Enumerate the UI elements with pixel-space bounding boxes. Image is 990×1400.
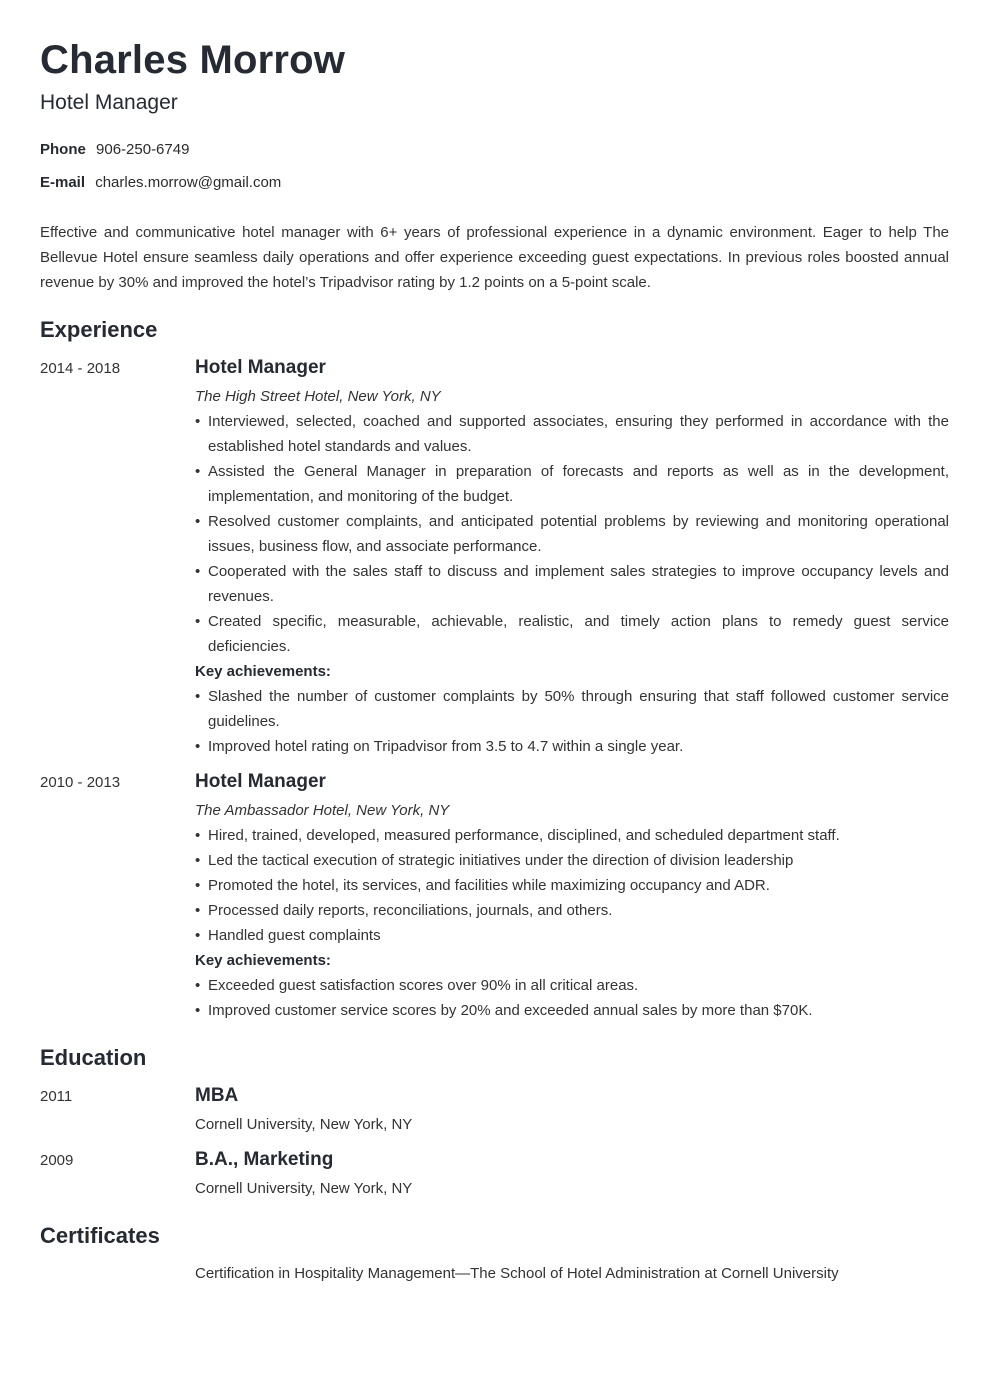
- job-title: Hotel Manager: [195, 357, 326, 378]
- experience-entry: [40, 769, 949, 1023]
- key-achievements-label: Key achievements:: [195, 663, 331, 680]
- job-company: The High Street Hotel, New York, NY: [195, 388, 441, 405]
- list-item: • Assisted the General Manager in preparation of forecasts and reports as well as in the development, implementation, and monitoring of the budget.: [195, 459, 949, 509]
- education-year: 2009: [40, 1152, 74, 1169]
- contact-info: [40, 141, 949, 192]
- education-year: 2011: [40, 1088, 73, 1105]
- email-row: [40, 174, 949, 192]
- education-entry: [40, 1083, 949, 1137]
- school-name: Cornell University, New York, NY: [195, 1180, 413, 1197]
- candidate-name: Charles Morrow: [40, 38, 346, 82]
- certificate-item: Certification in Hospitality Management—The School of Hotel Administration at Cornell University: [195, 1265, 839, 1282]
- job-company: The Ambassador Hotel, New York, NY: [195, 802, 450, 819]
- job-dates: 2010 - 2013: [40, 774, 121, 791]
- degree-title: MBA: [195, 1085, 239, 1106]
- list-item: • Hired, trained, developed, measured performance, disciplined, and scheduled department staff.: [195, 823, 949, 848]
- experience-entry: [40, 355, 949, 759]
- email-value: charles.morrow@gmail.com: [95, 174, 282, 191]
- phone-row: [40, 141, 949, 159]
- certificates-heading: Certificates: [40, 1223, 160, 1248]
- education-entry: [40, 1147, 949, 1201]
- list-item: • Exceeded guest satisfaction scores over 90% in all critical areas.: [195, 973, 949, 998]
- job-achievements: [195, 973, 949, 1023]
- job-responsibilities: [195, 409, 949, 659]
- list-item: • Improved hotel rating on Tripadvisor from 3.5 to 4.7 within a single year.: [195, 734, 949, 759]
- job-achievements: [195, 684, 949, 759]
- list-item: • Improved customer service scores by 20% and exceeded annual sales by more than $70K.: [195, 998, 949, 1023]
- education-heading: Education: [40, 1045, 147, 1070]
- list-item: • Created specific, measurable, achievable, realistic, and timely action plans to remedy guest service deficiencies.: [195, 609, 949, 659]
- phone-value: 906-250-6749: [96, 141, 190, 158]
- degree-title: B.A., Marketing: [195, 1149, 334, 1170]
- experience-heading: Experience: [40, 317, 158, 342]
- phone-label: Phone: [40, 141, 86, 158]
- list-item: • Led the tactical execution of strategic initiatives under the direction of division leadership: [195, 848, 949, 873]
- list-item: • Processed daily reports, reconciliations, journals, and others.: [195, 898, 949, 923]
- list-item: • Resolved customer complaints, and anticipated potential problems by reviewing and monitoring operational issues, business flow, and associate performance.: [195, 509, 949, 559]
- list-item: • Cooperated with the sales staff to discuss and implement sales strategies to improve occupancy levels and revenues.: [195, 559, 949, 609]
- list-item: • Slashed the number of customer complaints by 50% through ensuring that staff followed customer service guidelines.: [195, 684, 949, 734]
- job-responsibilities: [195, 823, 949, 948]
- key-achievements-label: Key achievements:: [195, 952, 331, 969]
- list-item: • Interviewed, selected, coached and supported associates, ensuring they performed in accordance with the established hotel standards and values.: [195, 409, 949, 459]
- professional-summary: Effective and communicative hotel manager with 6+ years of professional experience in a dynamic environment. Eager to help The Bellevue Hotel ensure seamless daily operations and offer experience exceeding guest expectations. In previous roles boosted annual revenue by 30% and improved the hotel’s Tripadvisor rating by 1.2 points on a 5-point scale.: [40, 224, 949, 291]
- job-title: Hotel Manager: [195, 771, 326, 792]
- list-item: • Promoted the hotel, its services, and facilities while maximizing occupancy and ADR.: [195, 873, 949, 898]
- email-label: E-mail: [40, 174, 86, 191]
- job-dates: 2014 - 2018: [40, 360, 121, 377]
- school-name: Cornell University, New York, NY: [195, 1116, 413, 1133]
- list-item: • Handled guest complaints: [195, 923, 949, 948]
- candidate-title: Hotel Manager: [40, 91, 178, 114]
